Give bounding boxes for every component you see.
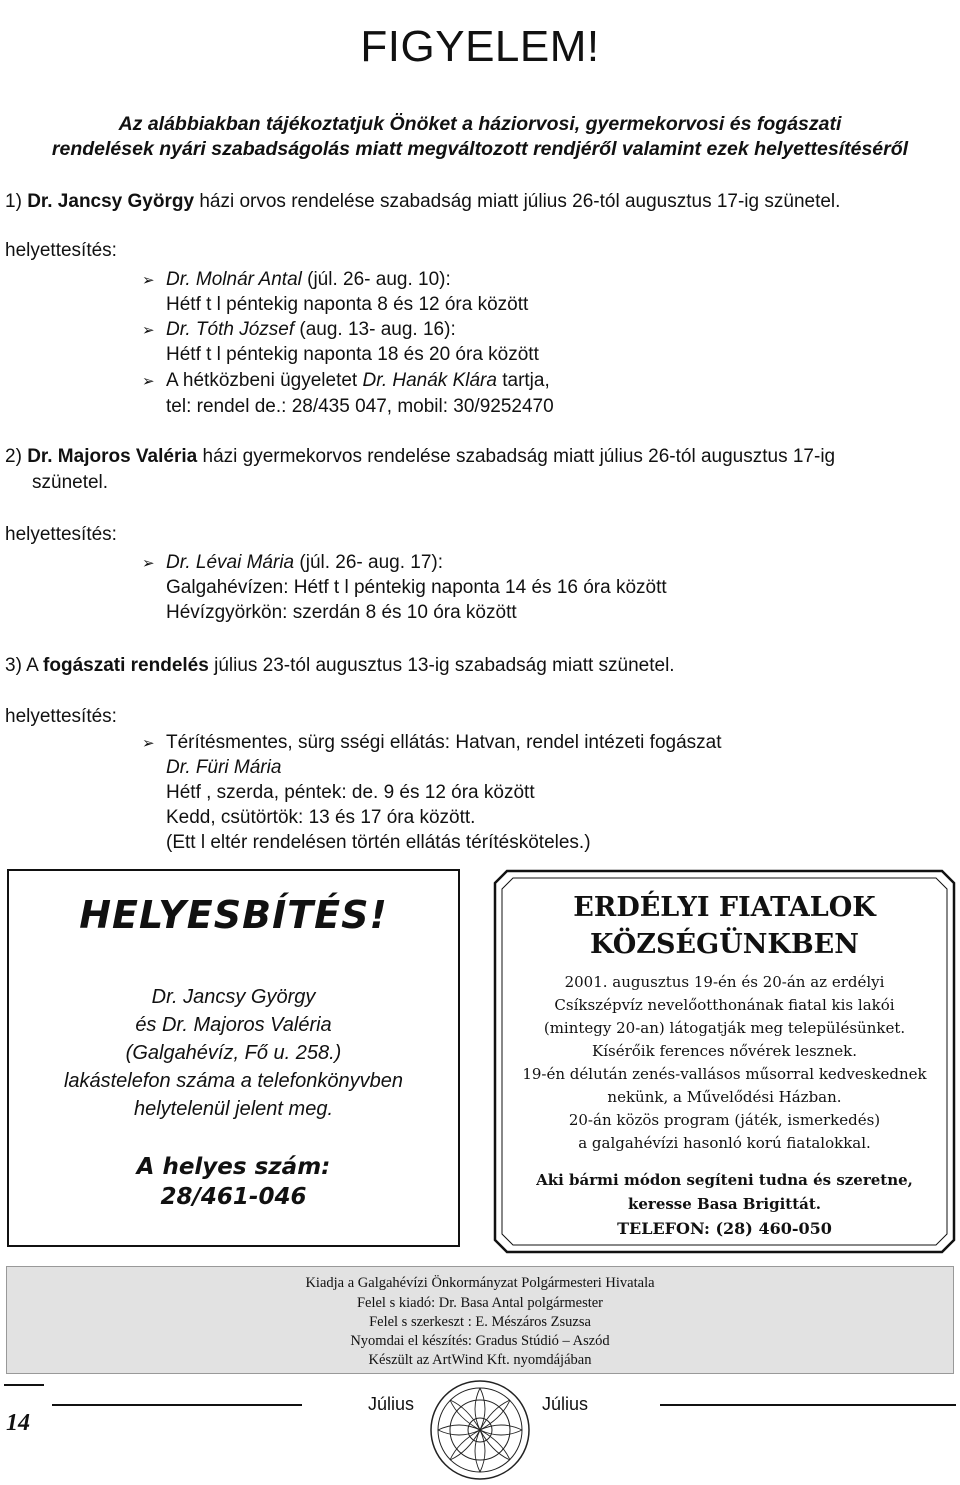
correction-line: helytelenül jelent meg. [133,1098,333,1120]
correction-box [7,869,460,1247]
correction-line: Dr. Jancsy György [151,986,316,1008]
arrow-bullet-icon: ➢ [142,322,155,339]
imprint-box [6,1266,954,1374]
substitute-hours: Galgahévízen: Hétf t l péntekig naponta 14 és 16 óra között [166,577,667,598]
section-3-heading [5,654,675,678]
month-label: Július [542,1394,589,1414]
substitute-item [142,731,722,756]
duty-text: tartja, [496,370,550,391]
substitute-item [142,318,456,343]
substitute-name: Dr. Füri Mária [166,757,282,778]
announcement-line: Kísérőik ferences nővérek lesznek. [592,1042,857,1060]
substitute-name: Dr. Molnár Antal [166,269,302,290]
arrow-bullet-icon: ➢ [142,272,155,289]
arrow-bullet-icon: ➢ [142,735,155,752]
correction-line: (Galgahévíz, Fő u. 258.) [125,1042,342,1064]
duty-phone: tel: rendel de.: 28/435 047, mobil: 30/9252470 [166,396,554,417]
announcement-line: nekünk, a Művelődési Házban. [607,1088,842,1106]
section-text: 3) A [5,655,44,676]
intro-line: Az alábbiakban tájékoztatjuk Önöket a háziorvosi, gyermekorvosi és fogászati [118,113,842,135]
announcement-line: (mintegy 20-an) látogatják meg településünket. [543,1019,906,1037]
substitution-label: helyettesítés: [5,240,117,261]
announcement-line: 20-án közös program (játék, ismerkedés) [568,1111,881,1129]
correction-line: lakástelefon száma a telefonkönyvben [63,1070,404,1092]
substitute-item [142,551,443,576]
substitute-date: (júl. 26- aug. 10): [301,269,451,290]
substitute-name: Dr. Lévai Mária [166,552,295,573]
duty-text: A hétközbeni ügyeletet [166,370,363,391]
substitute-date: (júl. 26- aug. 17): [294,552,444,573]
divider [660,1404,956,1406]
section-text: július 23-tól augusztus 13-ig szabadság miatt szünetel. [208,655,675,676]
section-number: 1) [5,191,22,212]
doctor-name: Dr. Jancsy György [27,191,195,212]
doctor-name: Dr. Majoros Valéria [27,446,198,467]
announcement-call: Aki bármi módon segíteni tudna és szeretne, [536,1171,913,1189]
announcement-line: 2001. augusztus 19-én és 20-án az erdélyi [564,973,885,991]
divider [4,1384,44,1386]
substitute-name: Dr. Tóth József [166,319,295,340]
imprint-line: Kiadja a Galgahévízi Önkormányzat Polgármesteri Hivatala [305,1275,655,1291]
announcement-box [493,869,956,1254]
substitution-label: helyettesítés: [5,706,117,727]
announcement-call: keresse Basa Brigittát. [627,1195,821,1213]
section-text: házi orvos rendelése szabadság miatt július 26-tól augusztus 17-ig szünetel. [194,191,841,212]
service-name: fogászati rendelés [43,655,209,676]
substitute-hours: Hétf , szerda, péntek: de. 9 és 12 óra között [166,782,535,803]
intro-text [0,112,960,162]
substitute-text: Térítésmentes, sürg sségi ellátás: Hatvan, rendel intézeti fogászat [166,732,722,753]
page-number: 14 [6,1410,30,1436]
month-label: Július [368,1394,415,1414]
section-text: szünetel. [32,472,109,493]
announcement-heading: ERDÉLYI FIATALOK [573,892,876,923]
correct-number: 28/461-046 [160,1184,307,1210]
imprint-line: Készült az ArtWind Kft. nyomdájában [368,1352,592,1368]
substitute-note: (Ett l eltér rendelésen történ ellátás térítésköteles.) [166,832,591,853]
announcement-heading: KÖZSÉGÜNKBEN [590,929,859,960]
page-title: FIGYELEM! [360,22,600,71]
substitute-item [142,268,451,293]
announcement-line: 19-én délután zenés-vallásos műsorral kedveskednek [522,1065,927,1083]
arrow-bullet-icon: ➢ [142,373,155,390]
substitute-hours: Hévízgyörkön: szerdán 8 és 10 óra között [166,602,517,623]
duty-doctor-name: Dr. Hanák Klára [362,370,497,391]
intro-line: rendelések nyári szabadságolás miatt megváltozott rendjéről valamint ezek helyettesítéséről [51,138,909,160]
announcement-phone: TELEFON: (28) 460-050 [617,1219,832,1238]
imprint-line: Felel s kiadó: Dr. Basa Antal polgármester [356,1295,604,1311]
substitution-label: helyettesítés: [5,524,117,545]
imprint-line: Nyomdai el készítés: Gradus Stúdió – Aszód [350,1333,610,1349]
rosette-ornament-icon [428,1378,532,1482]
arrow-bullet-icon: ➢ [142,555,155,572]
substitute-date: (aug. 13- aug. 16): [294,319,456,340]
correct-number-label: A helyes szám: [136,1154,331,1180]
section-1-heading [5,190,840,214]
substitute-hours: Hétf t l péntekig naponta 18 és 20 óra között [166,344,539,365]
section-text: házi gyermekorvos rendelése szabadság miatt július 26-tól augusztus 17-ig [197,446,836,467]
section-2-heading [5,445,835,469]
substitute-hours: Kedd, csütörtök: 13 és 17 óra között. [166,807,476,828]
divider [52,1404,302,1406]
section-number: 2) [5,446,22,467]
announcement-line: Csíkszépvíz nevelőotthonának fiatal kis lakói [554,996,895,1014]
correction-line: és Dr. Majoros Valéria [135,1014,332,1036]
substitute-item [142,369,550,394]
correction-heading: HELYESBÍTÉS! [79,893,388,937]
announcement-line: a galgahévízi hasonló korú fiatalokkal. [578,1134,871,1152]
substitute-hours: Hétf t l péntekig naponta 8 és 12 óra között [166,294,529,315]
imprint-line: Felel s szerkeszt : E. Mészáros Zsuzsa [369,1314,591,1330]
